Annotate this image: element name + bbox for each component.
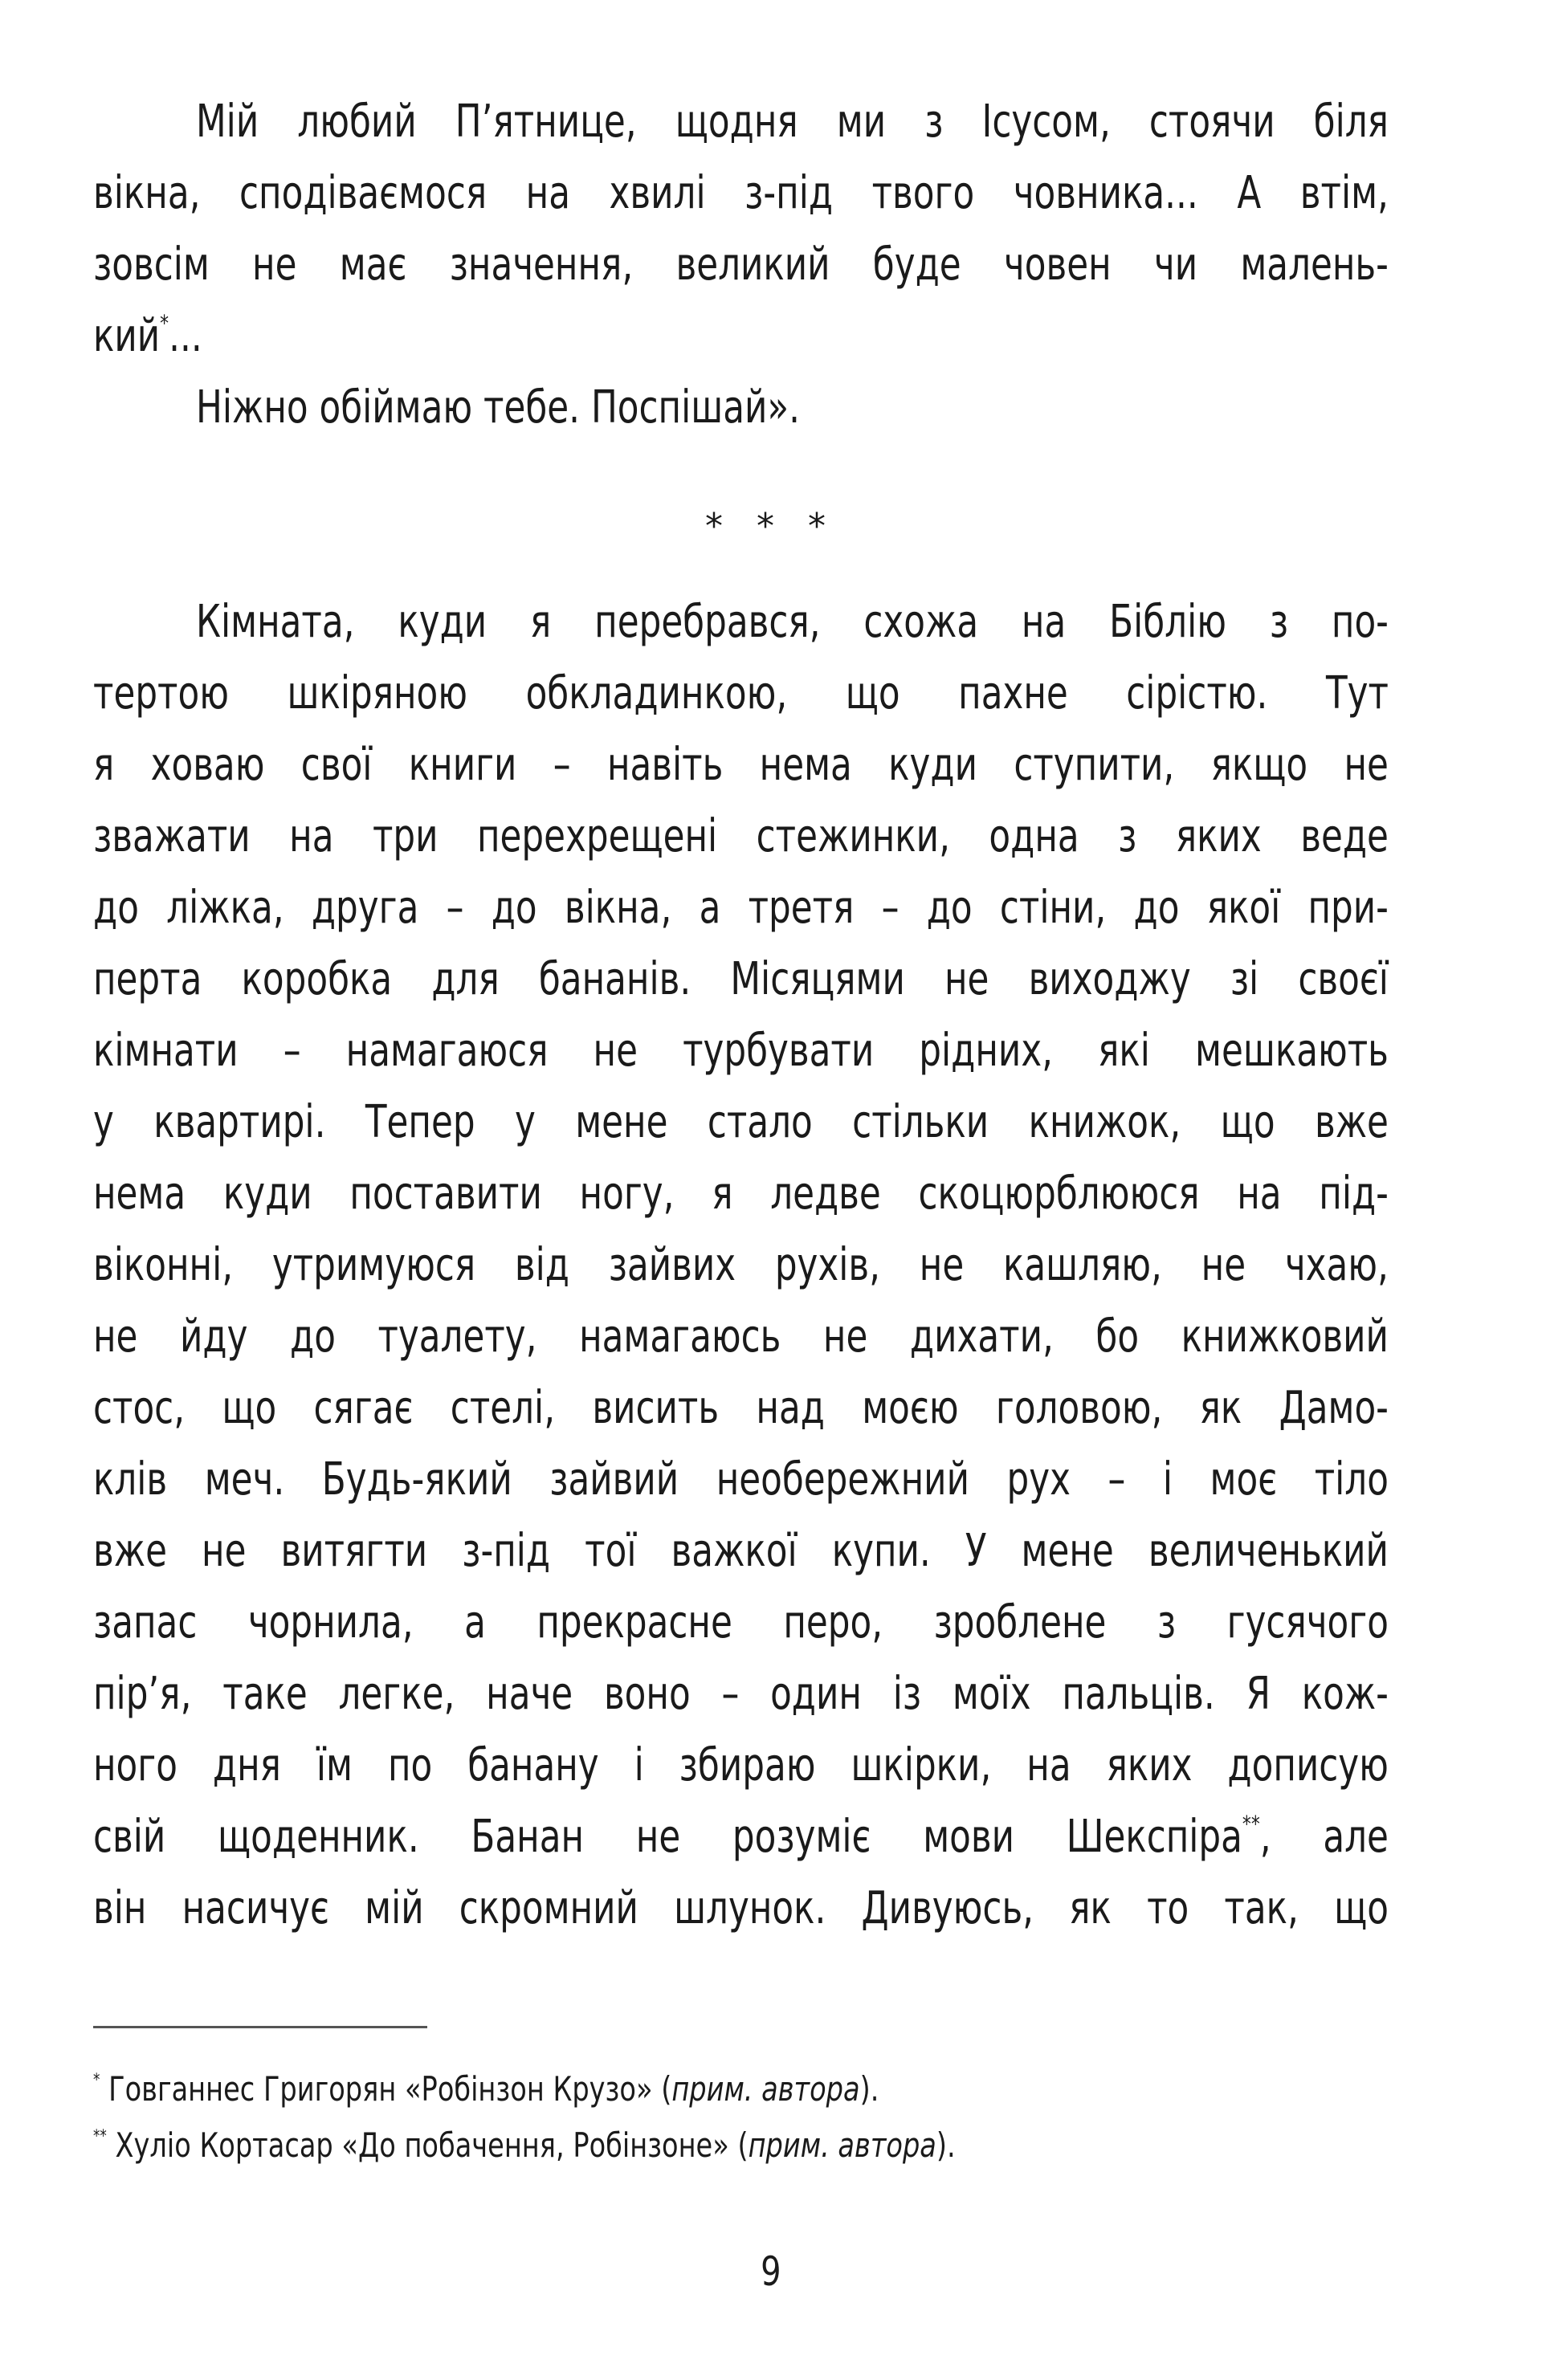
- text-line: я ховаю свої книги – навіть нема куди ступити, якщо не: [93, 739, 1389, 791]
- text-line: перта коробка для бананів. Місяцями не виходжу зі своєї: [93, 953, 1389, 1005]
- text-line: він насичує мій скромний шлунок. Дивуюсь, як то так, що: [93, 1882, 1389, 1934]
- text-line: вже не витягти з-під тої важкої купи. У мене величенький: [93, 1525, 1389, 1577]
- text-line: свій щоденник. Банан не розуміє мови Шекспіра**, але: [93, 1810, 1389, 1863]
- text-line: не йду до туалету, намагаюсь не дихати, бо книжковий: [93, 1310, 1389, 1363]
- text-line: нема куди поставити ногу, я ледве скоцюрблююся на під-: [93, 1168, 1389, 1220]
- footnote-1: * Говганнес Григорян «Робінзон Крузо» (прим. автора).: [93, 2069, 879, 2109]
- text-line: у квартирі. Тепер у мене стало стільки книжок, що вже: [93, 1096, 1389, 1148]
- section-separator: * * *: [705, 506, 837, 547]
- footnote-marker: **: [1242, 1810, 1260, 1837]
- footnote-2: ** Хуліо Кортасар «До побачення, Робінзоне» (прим. автора).: [93, 2125, 956, 2165]
- text-line: пір’я, таке легке, наче воно – один із моїх пальців. Я кож-: [93, 1668, 1389, 1720]
- text-line: кий*...: [93, 309, 202, 362]
- text-line: клів меч. Будь-який зайвий необережний рух – і моє тіло: [93, 1453, 1389, 1506]
- page-number: 9: [761, 2248, 781, 2295]
- text-line: тертою шкіряною обкладинкою, що пахне сірістю. Тут: [93, 667, 1389, 719]
- text-line: Кімната, куди я перебрався, схожа на Біблію з по-: [196, 596, 1389, 648]
- footnote-marker: *: [160, 309, 169, 336]
- text-line: кімнати – намагаюся не турбувати рідних, які мешкають: [93, 1025, 1389, 1077]
- text-line: Ніжно обіймаю тебе. Поспішай».: [196, 381, 800, 434]
- text-line: віконні, утримуюся від зайвих рухів, не кашляю, не чхаю,: [93, 1239, 1389, 1291]
- text-line: зважати на три перехрещені стежинки, одна з яких веде: [93, 810, 1389, 862]
- text-line: ного дня їм по банану і збираю шкірки, на яких дописую: [93, 1739, 1389, 1791]
- text-line: до ліжка, друга – до вікна, а третя – до стіни, до якої при-: [93, 882, 1389, 934]
- text-line: Мій любий П’ятнице, щодня ми з Ісусом, стоячи біля: [196, 96, 1389, 148]
- text-line: запас чорнила, а прекрасне перо, зроблене з гусячого: [93, 1596, 1389, 1648]
- text-line: вікна, сподіваємося на хвилі з-під твого човника... А втім,: [93, 167, 1389, 219]
- footnote-divider: [93, 2026, 427, 2028]
- text-line: стос, що сягає стелі, висить над моєю головою, як Дамо-: [93, 1382, 1389, 1434]
- text-line: зовсім не має значення, великий буде човен чи малень-: [93, 238, 1389, 291]
